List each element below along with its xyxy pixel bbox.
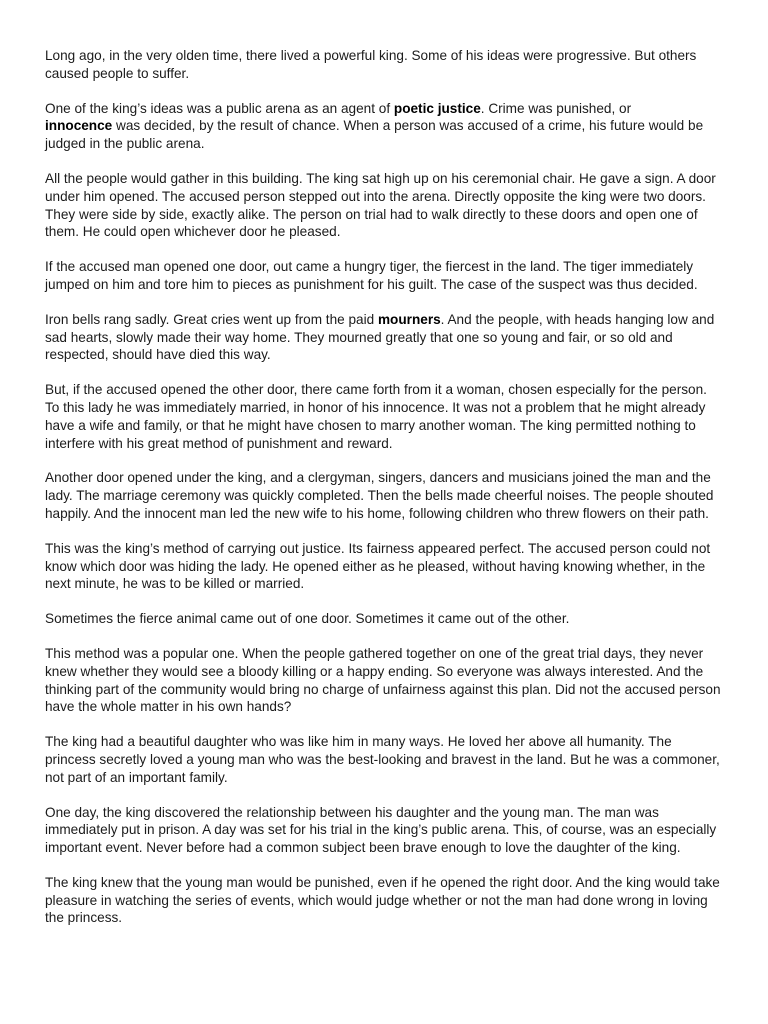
paragraph-3	[45, 170, 723, 241]
paragraph-text: The king knew that the young man would be punished, even if he opened the right door. And the king would take pleasure in watching the series of events, which would judge whether or not the man had done wrong in loving the princess.	[45, 874, 720, 926]
paragraph-8	[45, 540, 723, 593]
paragraph-4	[45, 258, 723, 294]
paragraph-12	[45, 804, 723, 857]
paragraph-text: . Crime was punished, or	[480, 100, 632, 116]
paragraph-2	[45, 100, 723, 153]
bold-term-innocence: innocence	[45, 118, 113, 134]
paragraph-text: All the people would gather in this building. The king sat high up on his ceremonial chair. He gave a sign. A door under him opened. The accused person stepped out into the arena. Directly opposite the king were two doors. They were side by side, exactly alike. The person on trial had to walk directly to these doors and open one of them. He could open whichever door he pleased.	[45, 170, 716, 240]
paragraph-text: Long ago, in the very olden time, there lived a powerful king. Some of his ideas were progressive. But others caused people to suffer.	[45, 48, 697, 81]
paragraph-text: Sometimes the fierce animal came out of one door. Sometimes it came out of the other.	[45, 611, 570, 627]
paragraph-5	[45, 311, 723, 364]
paragraph-1	[45, 47, 723, 83]
bold-term-poetic-justice: poetic justice	[393, 100, 481, 116]
paragraph-6	[45, 381, 723, 452]
paragraph-10	[45, 645, 723, 716]
paragraph-text: . And the people, with heads hanging low and sad hearts, slowly made their way home. They mourned greatly that one so young and fair, or so old and respected, should have died this way.	[45, 311, 715, 363]
paragraph-text: Iron bells rang sadly. Great cries went up from the paid	[45, 311, 378, 327]
paragraph-text: If the accused man opened one door, out came a hungry tiger, the fiercest in the land. The tiger immediately jumped on him and tore him to pieces as punishment for his guilt. The case of the suspect was thus decided.	[45, 259, 698, 292]
paragraph-11	[45, 733, 723, 786]
paragraph-text: But, if the accused opened the other door, there came forth from it a woman, chosen especially for the person. To this lady he was immediately married, in honor of his innocence. It was not a problem that he might already have a wife and family, or that he might have chosen to marry another woman. The king permitted nothing to interfere with his great method of punishment and reward.	[45, 382, 707, 451]
paragraph-text: Another door opened under the king, and a clergyman, singers, dancers and musicians joined the man and the lady. The marriage ceremony was quickly completed. Then the bells made cheerful noises. The people shouted happily. And the innocent man led the new wife to his home, following children who threw flowers on their path.	[45, 470, 714, 521]
document-body	[45, 47, 723, 944]
bold-term-mourners: mourners	[377, 311, 441, 327]
paragraph-text: One of the king’s ideas was a public arena as an agent of	[45, 100, 394, 116]
paragraph-text: One day, the king discovered the relationship between his daughter and the young man. The man was immediately put in prison. A day was set for his trial in the king’s public arena. This, of course, was an especially important event. Never before had a common subject been brave enough to love the daughter of the king.	[45, 804, 717, 856]
paragraph-text: was decided, by the result of chance. When a person was accused of a crime, his future would be judged in the public arena.	[45, 118, 704, 152]
paragraph-text: This method was a popular one. When the people gathered together on one of the great trial days, they never knew whether they would see a bloody killing or a happy ending. So everyone was always interested. And the thinking part of the community would bring no charge of unfairness against this plan. Did not the accused person have the whole matter in his own hands?	[45, 645, 721, 715]
paragraph-text: This was the king’s method of carrying out justice. Its fairness appeared perfect. The accused person could not know which door was hiding the lady. He opened either as he pleased, without having knowing whether, in the next minute, he was to be killed or married.	[45, 540, 711, 592]
paragraph-13	[45, 874, 723, 927]
paragraph-text: The king had a beautiful daughter who was like him in many ways. He loved her above all humanity. The princess secretly loved a young man who was the best-looking and bravest in the land. But he was a commoner, not part of an important family.	[45, 734, 720, 785]
paragraph-9	[45, 610, 723, 628]
paragraph-7	[45, 469, 723, 522]
